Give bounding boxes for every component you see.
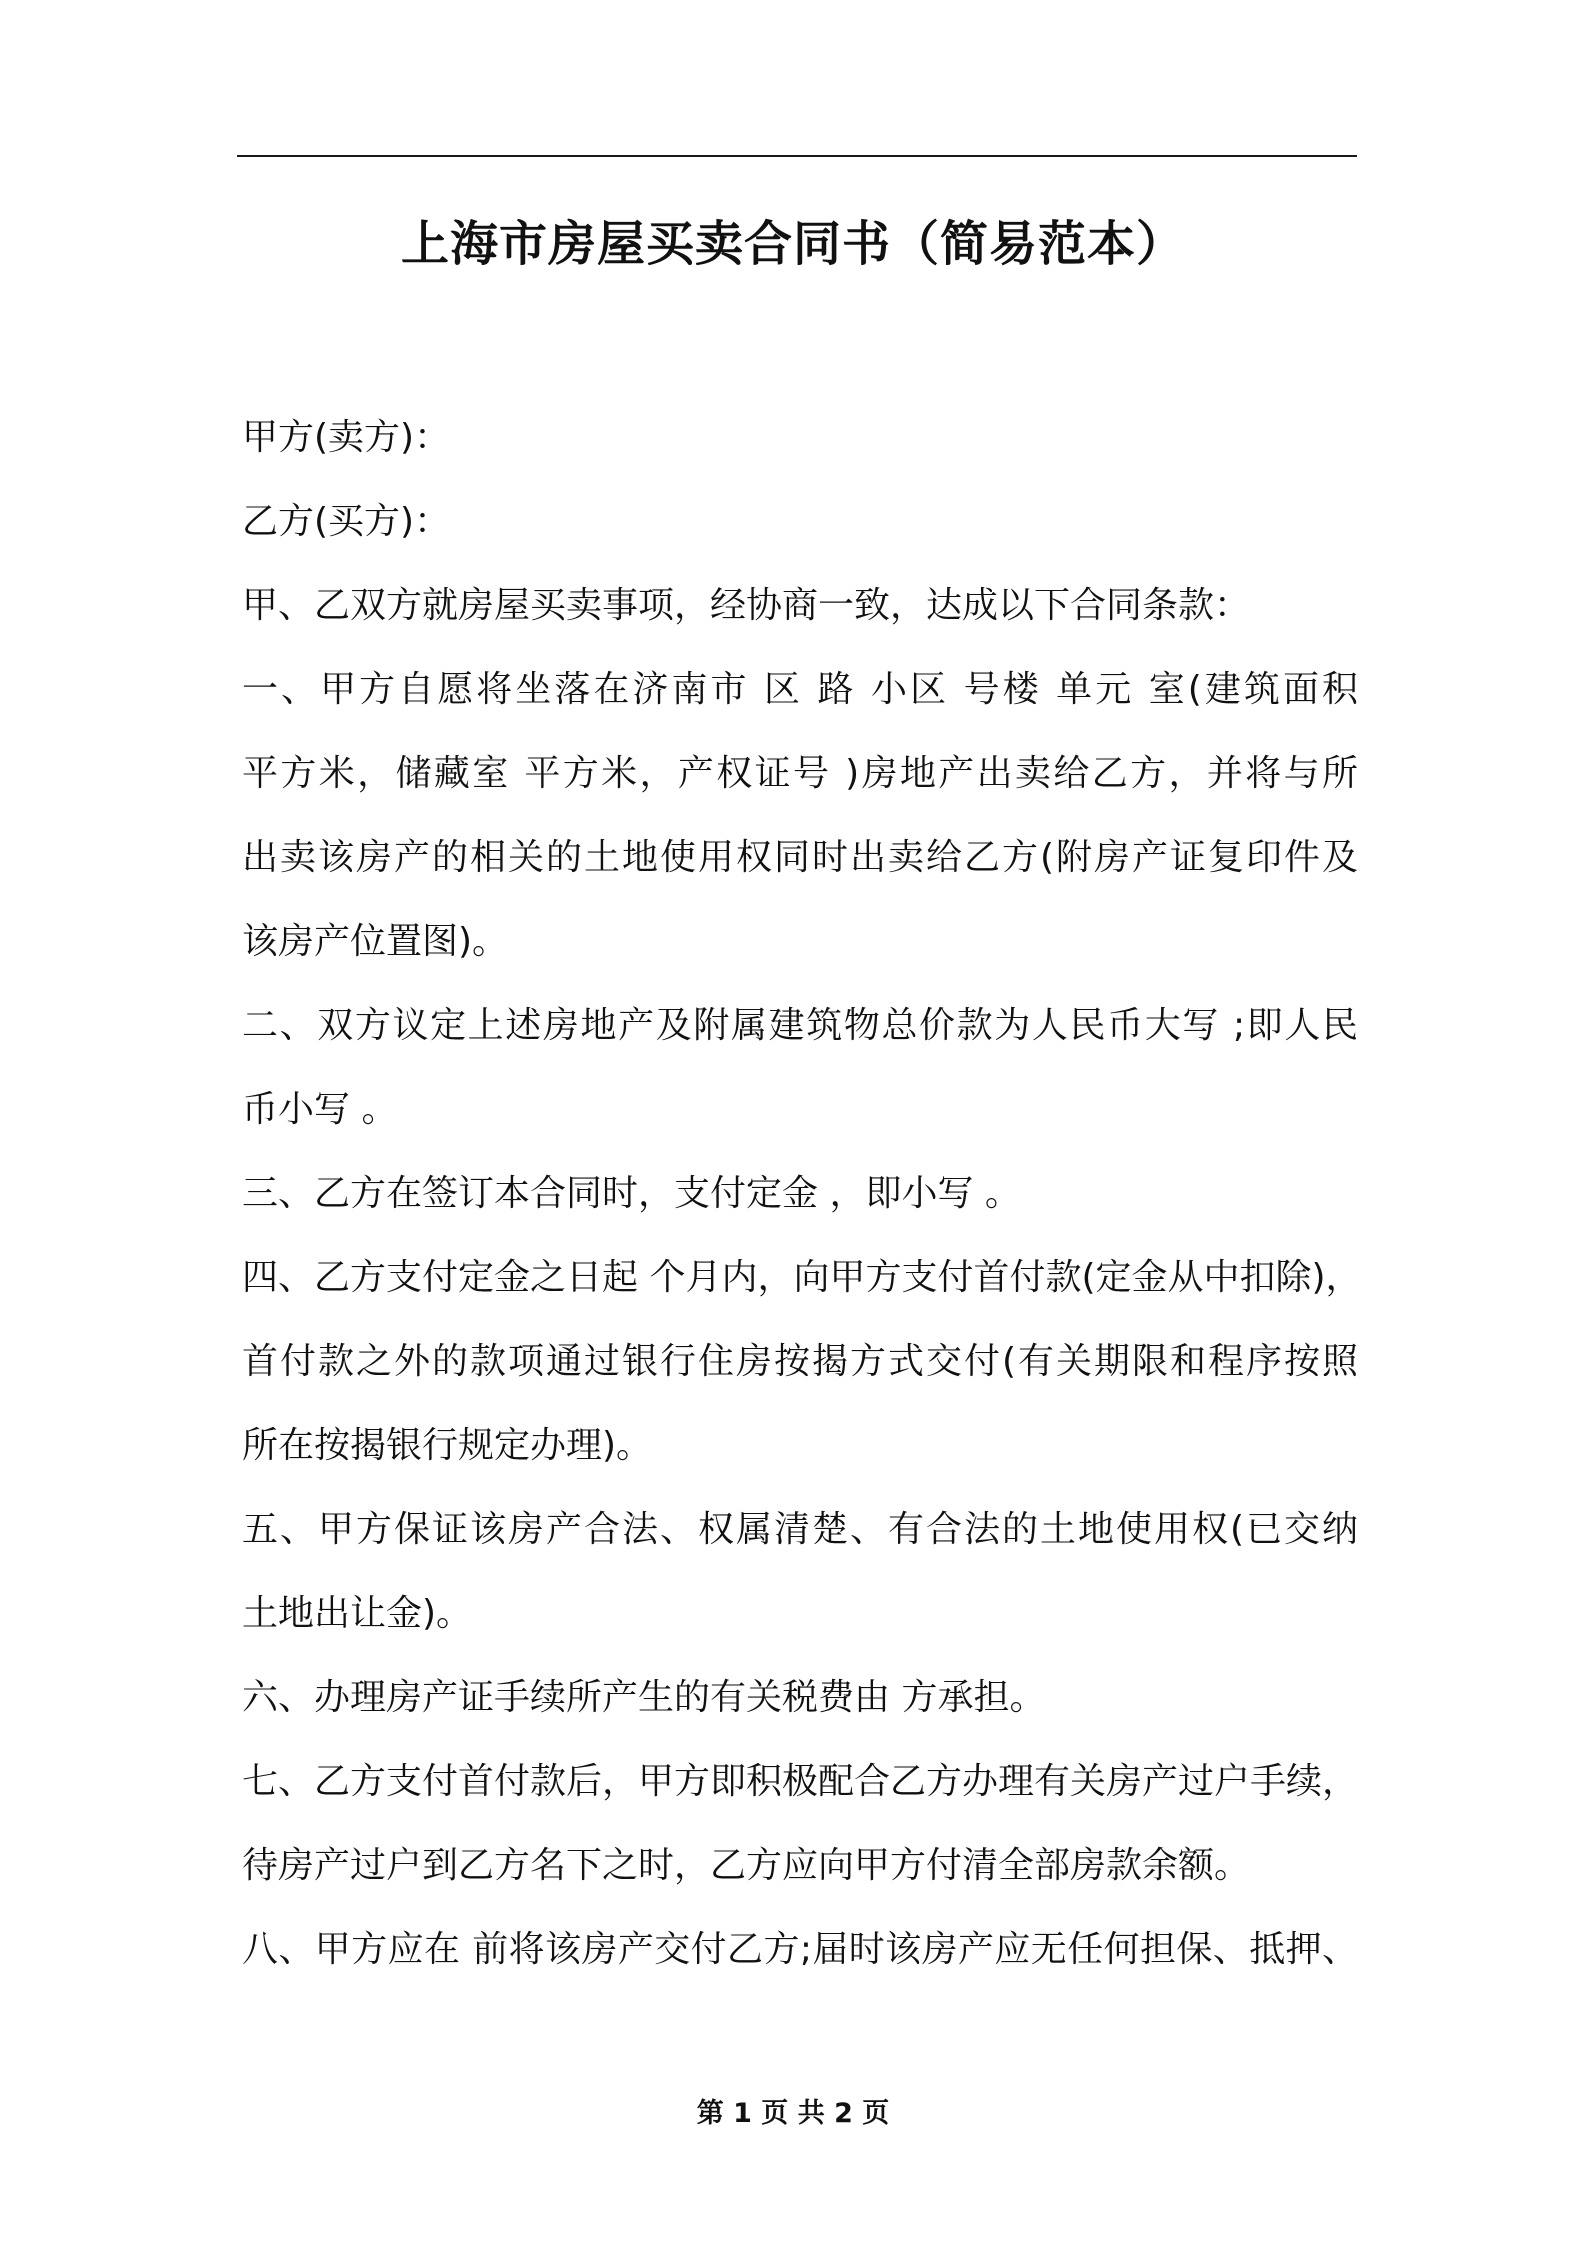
- document-title: 上海市房屋买卖合同书（简易范本）: [400, 216, 1185, 272]
- body-line: 土地出让金)。: [242, 1593, 473, 1634]
- body-line: 七、乙方支付首付款后，甲方即积极配合乙方办理有关房产过户手续，: [242, 1761, 1359, 1802]
- body-line: 二、双方议定上述房地产及附属建筑物总价款为人民币大写 ;即人民: [242, 1005, 1358, 1046]
- body-line: 四、乙方支付定金之日起 个月内，向甲方支付首付款(定金从中扣除)，: [242, 1257, 1362, 1298]
- body-line: 五、甲方保证该房产合法、权属清楚、有合法的土地使用权(已交纳: [242, 1509, 1358, 1550]
- body-line: 一、甲方自愿将坐落在济南市 区 路 小区 号楼 单元 室(建筑面积: [242, 669, 1358, 710]
- body-line: 八、甲方应在 前将该房产交付乙方;届时该房产应无任何担保、抵押、: [242, 1929, 1358, 1970]
- body-line: 币小写 。: [242, 1089, 398, 1130]
- body-line: 甲、乙双方就房屋买卖事项，经协商一致，达成以下合同条款：: [242, 585, 1251, 626]
- body-line: 所在按揭银行规定办理)。: [242, 1425, 653, 1466]
- page-number-footer: 第 1 页 共 2 页: [696, 2098, 890, 2129]
- body-line: 乙方(买方)：: [242, 501, 451, 542]
- header-rule: [237, 155, 1357, 157]
- body-line: 六、办理房产证手续所产生的有关税费由 方承担。: [242, 1677, 1046, 1718]
- body-line: 平方米，储藏室 平方米，产权证号 )房地产出卖给乙方，并将与所: [242, 753, 1358, 794]
- body-line: 出卖该房产的相关的土地使用权同时出卖给乙方(附房产证复印件及: [242, 837, 1358, 878]
- body-line: 三、乙方在签订本合同时，支付定金 ，即小写 。: [242, 1173, 1021, 1214]
- body-line: 首付款之外的款项通过银行住房按揭方式交付(有关期限和程序按照: [242, 1341, 1358, 1382]
- body-line: 该房产位置图)。: [242, 921, 509, 962]
- body-line: 甲方(卖方)：: [242, 417, 451, 458]
- body-line: 待房产过户到乙方名下之时，乙方应向甲方付清全部房款余额。: [242, 1845, 1251, 1886]
